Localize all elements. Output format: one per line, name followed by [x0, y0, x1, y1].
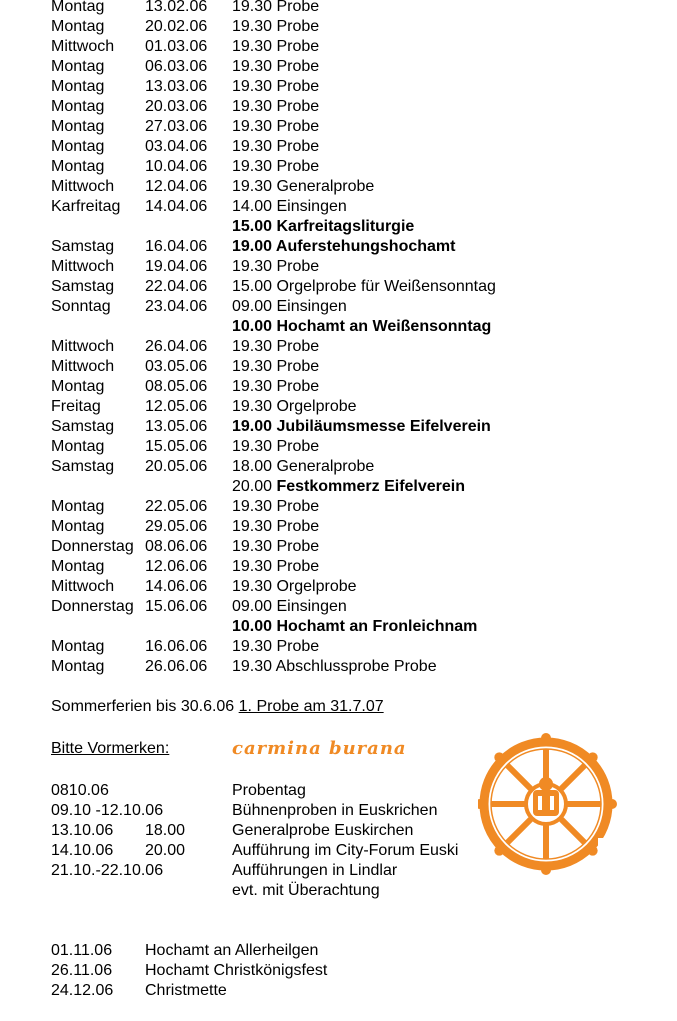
- summer-break-note: [51, 697, 384, 717]
- schedule-day: Montag: [51, 158, 105, 175]
- event-date: 14.10.06: [51, 842, 114, 859]
- schedule-date: 12.04.06: [145, 178, 208, 195]
- schedule-day: Samstag: [51, 418, 115, 435]
- schedule-date: 22.05.06: [145, 498, 208, 515]
- event-time: 20.00: [232, 478, 277, 495]
- schedule-date: 26.06.06: [145, 658, 208, 675]
- event-description: evt. mit Überachtung: [232, 882, 380, 899]
- remember-label: Bitte Vormerken:: [51, 740, 170, 757]
- schedule-date: 26.04.06: [145, 338, 208, 355]
- event-date: 09.10 -12.10.06: [51, 802, 164, 819]
- schedule-day: Montag: [51, 98, 105, 115]
- schedule-event: 14.00 Einsingen: [232, 198, 347, 215]
- event-description: Probentag: [232, 782, 306, 799]
- schedule-date: 14.06.06: [145, 578, 208, 595]
- schedule-date: 16.04.06: [145, 238, 208, 255]
- schedule-date: 14.04.06: [145, 198, 208, 215]
- schedule-event: 15.00 Karfreitagsliturgie: [232, 218, 415, 235]
- schedule-event: 10.00 Hochamt an Fronleichnam: [232, 618, 478, 635]
- event-description: Aufführungen in Lindlar: [232, 862, 398, 879]
- schedule-event: 19.30 Probe: [232, 358, 320, 375]
- schedule-event: 19.30 Probe: [232, 558, 320, 575]
- schedule-date: 16.06.06: [145, 638, 208, 655]
- schedule-day: Mittwoch: [51, 38, 115, 55]
- event-description: Bühnenproben in Euskrichen: [232, 802, 438, 819]
- event-description: Generalprobe Euskirchen: [232, 822, 414, 839]
- schedule-event: 19.30 Probe: [232, 498, 320, 515]
- schedule-event: 19.30 Generalprobe: [232, 178, 375, 195]
- schedule-event: 19.30 Probe: [232, 0, 320, 15]
- schedule-event: 09.00 Einsingen: [232, 298, 347, 315]
- schedule-event: 19.30 Probe: [232, 138, 320, 155]
- event-description: Hochamt Christkönigsfest: [145, 962, 328, 979]
- schedule-event: 19.30 Probe: [232, 438, 320, 455]
- schedule-event: 19.30 Probe: [232, 538, 320, 555]
- schedule-event: 19.00 Jubiläumsmesse Eifelverein: [232, 418, 491, 435]
- schedule-day: Freitag: [51, 398, 101, 415]
- schedule-event: 10.00 Hochamt an Weißensonntag: [232, 318, 492, 335]
- event-date: 24.12.06: [51, 982, 114, 999]
- schedule-event: 19.30 Probe: [232, 158, 320, 175]
- schedule-day: Montag: [51, 638, 105, 655]
- schedule-day: Mittwoch: [51, 578, 115, 595]
- schedule-date: 20.05.06: [145, 458, 208, 475]
- schedule-event: 19.30 Probe: [232, 78, 320, 95]
- schedule-date: 23.04.06: [145, 298, 208, 315]
- fortune-wheel-logo: [478, 718, 620, 878]
- schedule-date: 03.05.06: [145, 358, 208, 375]
- schedule-day: Montag: [51, 498, 105, 515]
- schedule-event: 19.30 Probe: [232, 118, 320, 135]
- first-rehearsal-note: 1. Probe am 31.7.07: [238, 698, 384, 715]
- schedule-date: 08.06.06: [145, 538, 208, 555]
- event-description: Hochamt an Allerheilgen: [145, 942, 319, 959]
- schedule-event: [232, 477, 465, 497]
- event-date: 0810.06: [51, 782, 109, 799]
- schedule-event: 19.30 Probe: [232, 338, 320, 355]
- schedule-event: 09.00 Einsingen: [232, 598, 347, 615]
- schedule-date: 27.03.06: [145, 118, 208, 135]
- schedule-date: 01.03.06: [145, 38, 208, 55]
- schedule-day: Donnerstag: [51, 598, 134, 615]
- schedule-day: Montag: [51, 438, 105, 455]
- schedule-date: 03.04.06: [145, 138, 208, 155]
- schedule-date: 13.02.06: [145, 0, 208, 15]
- schedule-event: 19.30 Probe: [232, 18, 320, 35]
- carmina-burana-title: carmina burana: [232, 738, 407, 759]
- schedule-day: Karfreitag: [51, 198, 121, 215]
- schedule-day: Montag: [51, 658, 105, 675]
- event-description: Christmette: [145, 982, 227, 999]
- event-title: Festkommerz Eifelverein: [276, 478, 466, 495]
- schedule-event: 19.30 Abschlussprobe Probe: [232, 658, 437, 675]
- schedule-day: Mittwoch: [51, 178, 115, 195]
- schedule-event: 19.30 Probe: [232, 58, 320, 75]
- schedule-date: 13.05.06: [145, 418, 208, 435]
- schedule-day: Montag: [51, 0, 105, 15]
- schedule-day: Mittwoch: [51, 338, 115, 355]
- schedule-date: 20.03.06: [145, 98, 208, 115]
- schedule-day: Montag: [51, 78, 105, 95]
- event-time: 20.00: [145, 842, 186, 859]
- schedule-date: 15.05.06: [145, 438, 208, 455]
- schedule-date: 08.05.06: [145, 378, 208, 395]
- schedule-date: 22.04.06: [145, 278, 208, 295]
- schedule-day: Montag: [51, 378, 105, 395]
- schedule-day: Montag: [51, 138, 105, 155]
- event-description: Aufführung im City-Forum Euski: [232, 842, 459, 859]
- schedule-day: Montag: [51, 58, 105, 75]
- summer-break-text: Sommerferien bis 30.6.06: [51, 698, 239, 715]
- schedule-event: 18.00 Generalprobe: [232, 458, 375, 475]
- event-date: 01.11.06: [51, 942, 113, 959]
- event-date: 13.10.06: [51, 822, 114, 839]
- schedule-date: 20.02.06: [145, 18, 208, 35]
- schedule-day: Montag: [51, 558, 105, 575]
- schedule-day: Mittwoch: [51, 358, 115, 375]
- schedule-day: Samstag: [51, 458, 115, 475]
- schedule-date: 13.03.06: [145, 78, 208, 95]
- schedule-event: 19.30 Probe: [232, 638, 320, 655]
- schedule-event: 19.30 Probe: [232, 38, 320, 55]
- schedule-event: 19.30 Probe: [232, 98, 320, 115]
- schedule-day: Montag: [51, 18, 105, 35]
- schedule-date: 12.05.06: [145, 398, 208, 415]
- schedule-event: 19.30 Probe: [232, 518, 320, 535]
- schedule-day: Donnerstag: [51, 538, 134, 555]
- schedule-event: 19.30 Orgelprobe: [232, 398, 357, 415]
- schedule-event: 19.30 Probe: [232, 258, 320, 275]
- schedule-date: 12.06.06: [145, 558, 208, 575]
- event-time: 18.00: [145, 822, 186, 839]
- schedule-day: Mittwoch: [51, 258, 115, 275]
- schedule-date: 29.05.06: [145, 518, 208, 535]
- schedule-day: Montag: [51, 518, 105, 535]
- schedule-event: 19.30 Probe: [232, 378, 320, 395]
- schedule-day: Sonntag: [51, 298, 111, 315]
- schedule-day: Samstag: [51, 278, 115, 295]
- schedule-date: 06.03.06: [145, 58, 208, 75]
- schedule-event: 19.00 Auferstehungshochamt: [232, 238, 456, 255]
- event-date: 21.10.-22.10.06: [51, 862, 164, 879]
- schedule-date: 19.04.06: [145, 258, 208, 275]
- schedule-event: 19.30 Orgelprobe: [232, 578, 357, 595]
- schedule-day: Montag: [51, 118, 105, 135]
- schedule-date: 15.06.06: [145, 598, 208, 615]
- schedule-date: 10.04.06: [145, 158, 208, 175]
- schedule-day: Samstag: [51, 238, 115, 255]
- schedule-event: 15.00 Orgelprobe für Weißensonntag: [232, 278, 496, 295]
- event-date: 26.11.06: [51, 962, 113, 979]
